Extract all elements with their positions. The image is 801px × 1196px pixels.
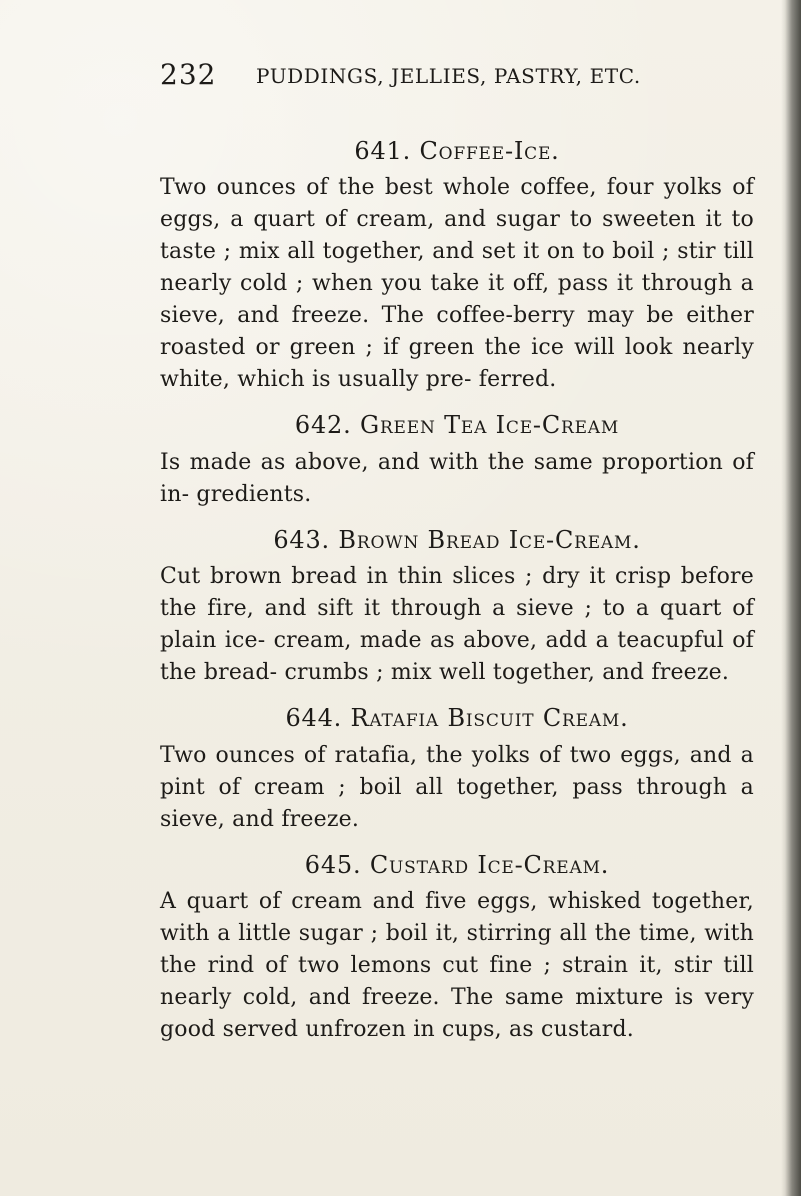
recipe-section-645	[160, 852, 754, 1046]
recipe-text-642: Is made as above, and with the same proportion of in- gredients.	[160, 449, 754, 507]
recipe-text-644: Two ounces of ratafia, the yolks of two eggs, and a pint of cream ; boil all together, pass through a sieve, and freeze.	[160, 742, 754, 832]
recipe-title-642: 642. Green Tea Ice-Cream	[294, 411, 620, 440]
recipe-title-643: 643. Brown Bread Ice-Cream.	[273, 525, 641, 554]
recipe-text-645: A quart of cream and five eggs, whisked together, with a little sugar ; boil it, stirring all the time, with the rind of two lemons cut fine ; strain it, stir till nearly cold, and freeze. The same mixture is very good served unfrozen in cups, as custard.	[160, 888, 754, 1042]
running-head: PUDDINGS, JELLIES, PASTRY, ETC.	[256, 64, 641, 88]
recipe-section-644	[160, 705, 754, 835]
page-header	[160, 58, 760, 98]
recipe-title-644: 644. Ratafia Biscuit Cream.	[285, 704, 629, 733]
recipe-text-641: Two ounces of the best whole coffee, four yolks of eggs, a quart of cream, and sugar to sweeten it to taste ; mix all together, and set it on to boil ; stir till nearly cold ; when you take it off, pass it through a sieve, and freeze. The coffee-berry may be either roasted or green ; if green the ice will look nearly white, which is usually pre- ferred.	[160, 175, 754, 393]
recipe-section-642	[160, 412, 754, 510]
recipe-title-641: 641. Coffee-Ice.	[354, 137, 560, 165]
recipe-text-643: Cut brown bread in thin slices ; dry it crisp before the fire, and sift it through a sieve ; to a quart of plain ice- cream, made as above, add a teacupful of the bread- crumbs ; mix well together, and freeze.	[160, 564, 754, 686]
page-edge-shadow	[781, 0, 801, 1196]
recipe-title-645: 645. Custard Ice-Cream.	[304, 850, 610, 879]
recipe-section-641	[160, 138, 754, 396]
recipe-section-643	[160, 527, 754, 689]
recipe-content	[160, 138, 754, 1046]
page-number: 232	[160, 58, 217, 91]
